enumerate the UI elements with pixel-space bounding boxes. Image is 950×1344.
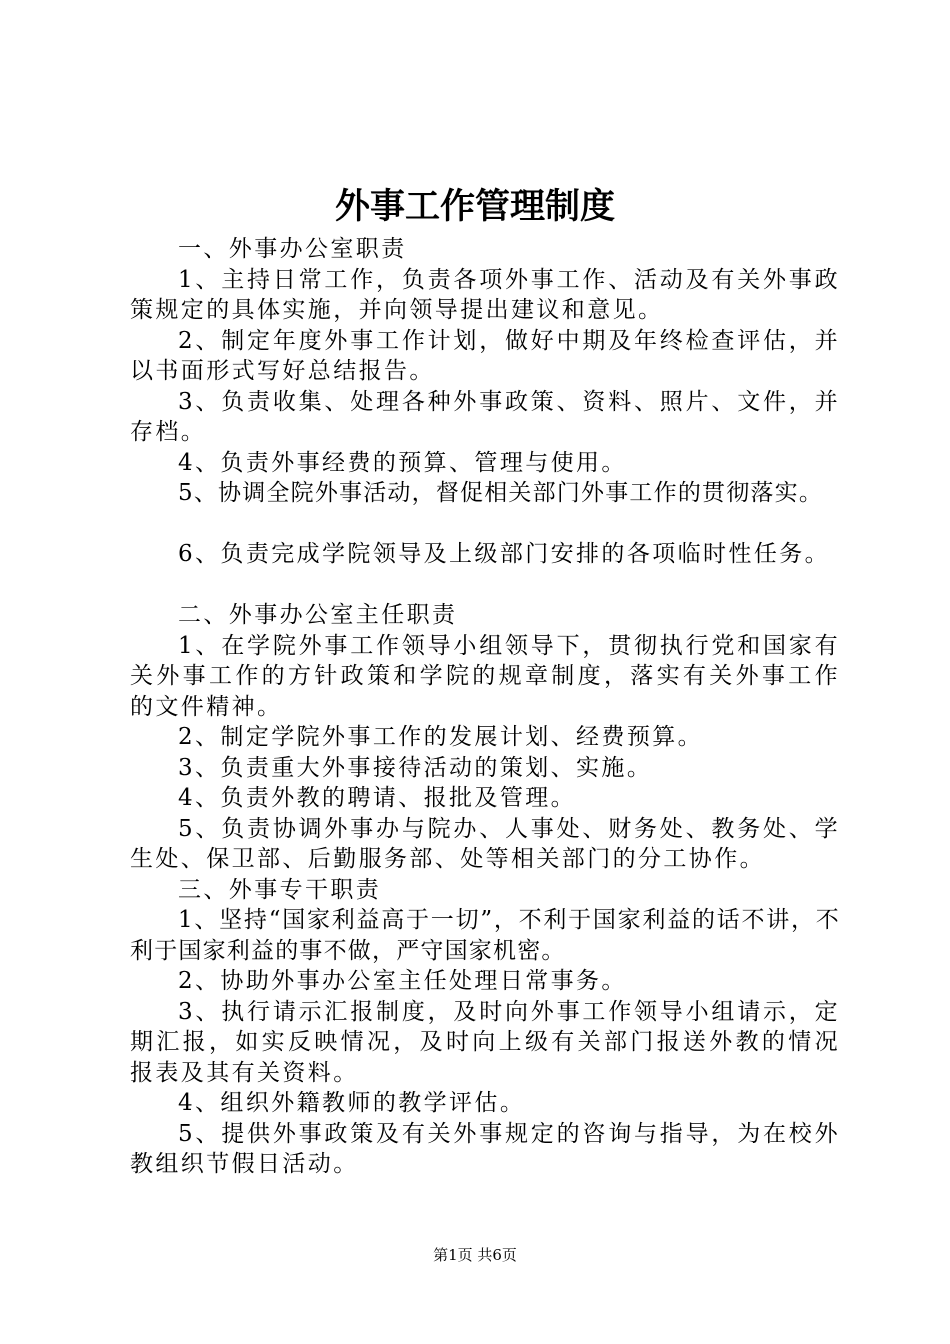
page-footer: 第1页 共6页 — [433, 1246, 517, 1264]
paragraph: 2、协助外事办公室主任处理日常事务。 — [178, 968, 627, 994]
document-body — [130, 234, 840, 1180]
paragraph: 5、协调全院外事活动，督促相关部门外事工作的贯彻落实。 — [178, 480, 824, 506]
document-title: 外事工作管理制度 — [334, 186, 615, 227]
paragraph: 4、组织外籍教师的教学评估。 — [178, 1090, 526, 1116]
paragraph: 4、负责外教的聘请、报批及管理。 — [178, 785, 577, 811]
paragraph: 6、负责完成学院领导及上级部门安排的各项临时性任务。 — [178, 541, 831, 567]
paragraph: 2、制定年度外事工作计划，做好中期及年终检查评估，并以书面形式写好总结报告。 — [130, 327, 840, 384]
section-heading-2: 二、外事办公室主任职责 — [178, 602, 458, 628]
paragraph: 3、负责收集、处理各种外事政策、资料、照片、文件，并存档。 — [130, 388, 840, 445]
paragraph: 5、负责协调外事办与院办、人事处、财务处、教务处、学生处、保卫部、后勤服务部、处等相关部门的分工协作。 — [130, 815, 840, 872]
paragraph: 5、提供外事政策及有关外事规定的咨询与指导，为在校外教组织节假日活动。 — [130, 1120, 840, 1177]
blank-line — [130, 509, 840, 540]
paragraph: 4、负责外事经费的预算、管理与使用。 — [178, 449, 627, 476]
blank-line — [130, 570, 840, 601]
paragraph: 1、在学院外事工作领导小组领导下，贯彻执行党和国家有关外事工作的方针政策和学院的规章制度，落实有关外事工作的文件精神。 — [130, 632, 840, 720]
paragraph: 3、负责重大外事接待活动的策划、实施。 — [178, 754, 653, 781]
section-heading-1: 一、外事办公室职责 — [178, 236, 407, 262]
section-heading-3: 三、外事专干职责 — [178, 876, 382, 903]
paragraph: 1、主持日常工作，负责各项外事工作、活动及有关外事政策规定的具体实施，并向领导提出建议和意见。 — [130, 266, 840, 323]
paragraph: 1、坚持“国家利益高于一切”，不利于国家利益的话不讲，不利于国家利益的事不做，严守国家机密。 — [130, 907, 840, 964]
paragraph: 2、制定学院外事工作的发展计划、经费预算。 — [178, 724, 704, 750]
paragraph: 3、执行请示汇报制度，及时向外事工作领导小组请示，定期汇报，如实反映情况，及时向上级有关部门报送外教的情况报表及其有关资料。 — [130, 998, 840, 1086]
